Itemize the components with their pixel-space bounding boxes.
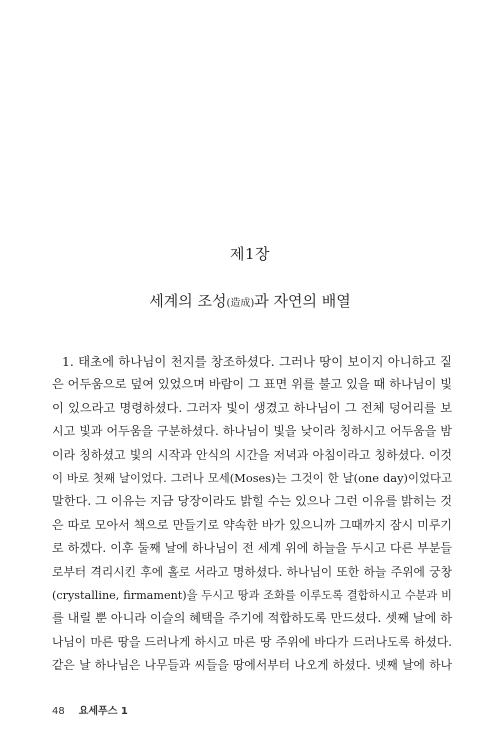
subtitle-rest: 과 자연의 배열 — [254, 292, 351, 310]
body-line: 로 하겠다. 이후 둘째 날에 하나님이 전 세계 위에 하늘을 두시고 다른 부분들 — [52, 541, 452, 556]
body-line: 나님이 마른 땅을 드러나게 하시고 마른 땅 주위에 바다가 드러나도록 하셨다. — [52, 634, 452, 649]
chapter-title: 제1장 — [229, 245, 271, 263]
chapter-subtitle — [0, 290, 500, 311]
body-line: 1. 태초에 하나님이 천지를 창조하셨다. 그러나 땅이 보이지 아니하고 짙 — [62, 354, 452, 369]
body-line: 로부터 격리시킨 후에 홀로 서라고 명하셨다. 하나님이 또한 하늘 주위에 궁창 — [52, 564, 452, 579]
body-line: 를 내릴 뿐 아니라 이슬의 혜택을 주기에 적합하도록 만드셨다. 셋째 날에 하 — [52, 611, 452, 626]
page-footer — [52, 702, 128, 717]
body-line: 은 어두움으로 덮여 있었으며 바람이 그 표면 위를 불고 있을 때 하나님이 빛 — [52, 377, 452, 392]
body-line: 이라 칭하셨고 빛의 시작과 안식의 시간을 저녁과 아침이라고 칭하셨다. 이것 — [52, 447, 452, 462]
subtitle-main: 세계의 조성 — [149, 292, 227, 310]
body-line: (crystalline, firmament)을 두시고 땅과 조화를 이루도록 결합하시고 수분과 비 — [52, 588, 452, 602]
body-line: 이 있으라고 명령하셨다. 그러자 빛이 생겼고 하나님이 그 전체 덩어리를 보 — [52, 400, 452, 415]
body-line: 같은 날 하나님은 나무들과 씨들을 땅에서부터 나오게 하셨다. 넷째 날에 하나 — [52, 658, 452, 673]
running-book-title: 요세푸스 1 — [78, 706, 128, 717]
body-line: 이 바로 첫째 날이었다. 그러나 모세(Moses)는 그것이 한 날(one day)이었다고 — [52, 470, 452, 485]
subtitle-hanja: (造成) — [226, 298, 255, 309]
page-number: 48 — [52, 706, 65, 717]
body-line: 말한다. 그 이유는 지금 당장이라도 밝힐 수는 있으나 그런 이유를 밝히는 것 — [52, 494, 452, 509]
body-line: 은 따로 모아서 책으로 만들기로 약속한 바가 있으니까 그때까지 잠시 미루기 — [52, 517, 452, 532]
body-paragraph — [52, 350, 452, 677]
body-line: 시고 빛과 어두움을 구분하셨다. 하나님이 빛을 낮이라 칭하시고 어두움을 밤 — [52, 424, 452, 439]
